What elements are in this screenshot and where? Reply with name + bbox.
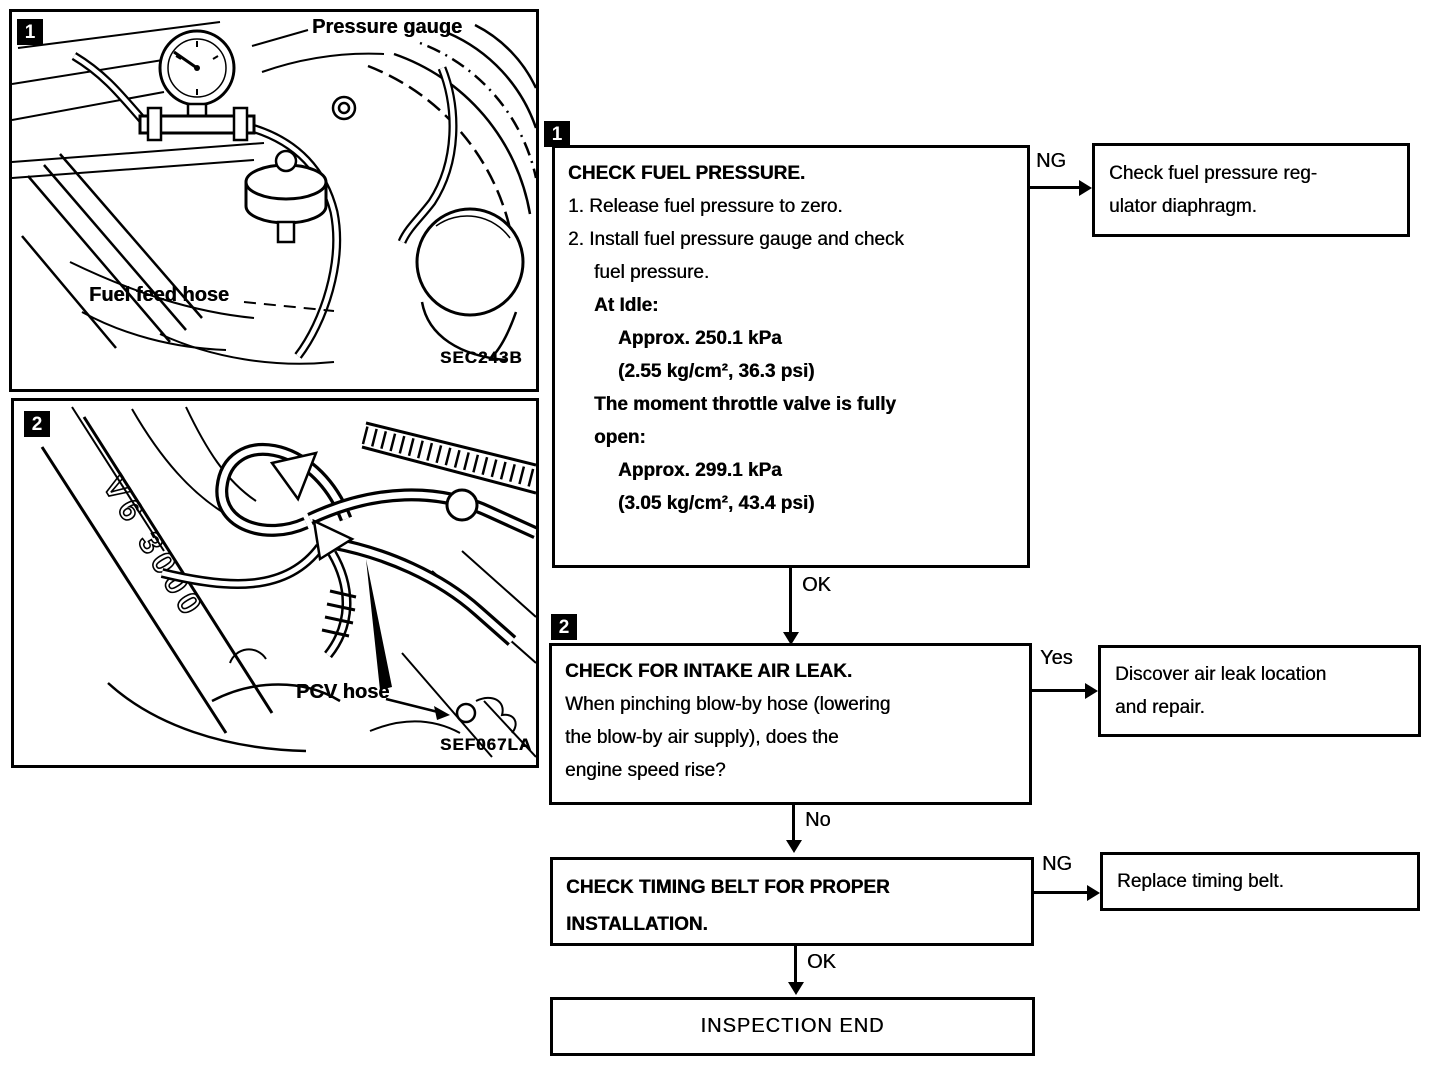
pressure-gauge: [160, 31, 234, 117]
step-1-line: (3.05 kg/cm², 43.4 psi): [618, 493, 815, 514]
step-2-line: the blow-by air supply), does the: [565, 727, 839, 748]
ng-label-1: NG: [1036, 150, 1066, 172]
pliers: [222, 449, 536, 641]
ok-arrow-line-1: [789, 568, 792, 634]
step-1-line: At Idle:: [594, 295, 659, 316]
step-3-box: [550, 857, 1034, 946]
result-line: ulator diaphragm.: [1109, 196, 1257, 217]
result-line: Replace timing belt.: [1117, 871, 1284, 892]
step-1-line: The moment throttle valve is fully: [594, 394, 896, 415]
figure-2-pcv-pinch: [11, 398, 539, 768]
ng-arrowhead-2: [1087, 885, 1100, 901]
air-duct: [417, 209, 523, 360]
figure-2-ref-code: SEF067LA: [440, 735, 533, 754]
ok-arrow-line-2: [794, 946, 797, 984]
step-1-badge: 1: [544, 121, 570, 147]
yes-label: Yes: [1040, 647, 1073, 669]
ng-label-2: NG: [1042, 853, 1072, 875]
no-arrow-line: [792, 805, 795, 842]
step-1-title: CHECK FUEL PRESSURE.: [568, 163, 806, 184]
ng-arrow-line-2: [1034, 891, 1087, 894]
ok-arrowhead-2: [788, 982, 804, 995]
step-1-line: open:: [594, 427, 646, 448]
yes-arrowhead: [1085, 683, 1098, 699]
step-1-line: 1. Release fuel pressure to zero.: [568, 196, 843, 217]
step-2-line: engine speed rise?: [565, 760, 726, 781]
result-box-timing-belt: [1100, 852, 1420, 911]
figure-1-ref-code: SEC243B: [440, 348, 523, 367]
step-2-title: CHECK FOR INTAKE AIR LEAK.: [565, 661, 853, 682]
result-line: Discover air leak location: [1115, 664, 1327, 685]
step-1-line: Approx. 299.1 kPa: [618, 460, 782, 481]
ok-label-2: OK: [807, 951, 836, 973]
pcv-hose-label: PCV hose: [296, 681, 390, 703]
step-1-line: (2.55 kg/cm², 36.3 psi): [618, 361, 815, 382]
step-1-box: [552, 145, 1030, 568]
result-line: Check fuel pressure reg-: [1109, 163, 1318, 184]
inspection-end-box: INSPECTION END: [550, 997, 1035, 1056]
step-3-line: INSTALLATION.: [566, 914, 708, 935]
result-line: and repair.: [1115, 697, 1205, 718]
figure-1-pressure-gauge: [9, 9, 539, 392]
engine-illustration-2: [14, 401, 536, 765]
step-2-line: When pinching blow-by hose (lowering: [565, 694, 891, 715]
engine-illustration-1: [12, 12, 536, 389]
no-arrowhead: [786, 840, 802, 853]
step-1-line: 2. Install fuel pressure gauge and check: [568, 229, 904, 250]
fuel-feed-hose-label: Fuel feed hose: [89, 284, 230, 306]
plenum-engraving: V6 3000: [96, 469, 213, 626]
ng-arrow-line-1: [1030, 186, 1079, 189]
step-2-badge: 2: [551, 614, 577, 640]
pressure-gauge-label: Pressure gauge: [312, 16, 463, 38]
bolt: [333, 97, 355, 119]
ok-label-1: OK: [802, 574, 831, 596]
result-box-air-leak: [1098, 645, 1421, 737]
ribbed-boot: [362, 423, 536, 493]
figure-1-badge: 1: [17, 19, 43, 45]
step-2-box: [549, 643, 1032, 805]
step-1-line: fuel pressure.: [594, 262, 710, 283]
bottom-lines: [108, 649, 460, 751]
ng-arrowhead-1: [1079, 180, 1092, 196]
no-label: No: [805, 809, 831, 831]
result-box-fuel-regulator: [1092, 143, 1410, 237]
step-3-title: CHECK TIMING BELT FOR PROPER: [566, 877, 890, 898]
yes-arrow-line: [1032, 689, 1085, 692]
figure-2-badge: 2: [24, 411, 50, 437]
step-1-line: Approx. 250.1 kPa: [618, 328, 782, 349]
